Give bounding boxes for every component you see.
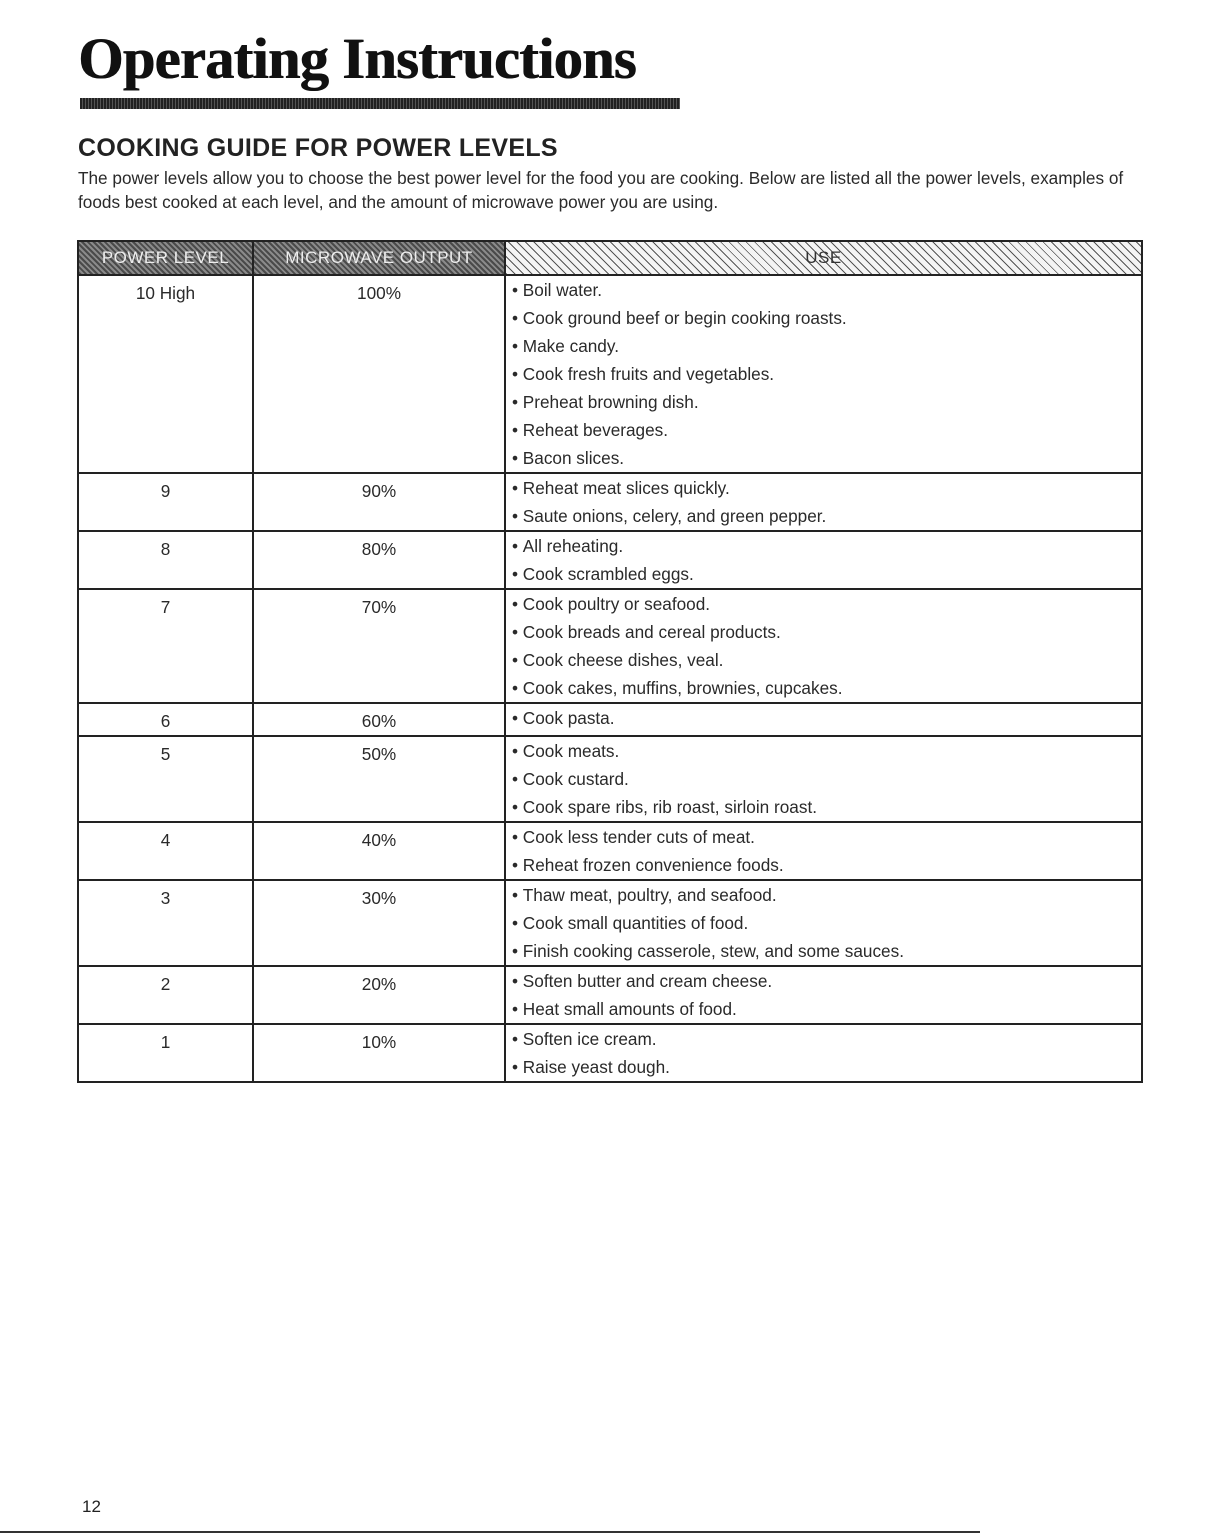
use-item: • Thaw meat, poultry, and seafood. [512, 881, 1141, 909]
power-level-cell: 6 [78, 703, 253, 736]
table-row [78, 473, 1142, 531]
page-number: 12 [82, 1497, 101, 1516]
power-level-cell: 7 [78, 589, 253, 703]
use-cell [505, 1024, 1142, 1082]
use-item: • Raise yeast dough. [512, 1053, 1141, 1081]
section-heading: COOKING GUIDE FOR POWER LEVELS [78, 134, 558, 162]
microwave-output-cell: 90% [253, 473, 505, 531]
table-row [78, 736, 1142, 822]
use-item: • Heat small amounts of food. [512, 995, 1141, 1023]
table-header-row [78, 241, 1142, 275]
intro-paragraph: The power levels allow you to choose the best power level for the food you are cooking. Below are listed all the power levels, examples of foods best cooked at each level, and the amount of microwave power you are using. [78, 168, 1124, 212]
header-use: USE [505, 241, 1142, 275]
table-row [78, 822, 1142, 880]
use-cell [505, 589, 1142, 703]
power-level-cell: 8 [78, 531, 253, 589]
use-item: • Cook spare ribs, rib roast, sirloin roast. [512, 793, 1141, 821]
use-item: • Finish cooking casserole, stew, and some sauces. [512, 937, 1141, 965]
power-level-cell: 2 [78, 966, 253, 1024]
page-title: Operating Instructions [78, 26, 636, 91]
use-item: • Cook custard. [512, 765, 1141, 793]
use-item: • Cook small quantities of food. [512, 909, 1141, 937]
microwave-output-cell: 30% [253, 880, 505, 966]
power-level-cell: 9 [78, 473, 253, 531]
microwave-output-cell: 100% [253, 275, 505, 473]
use-item: • Saute onions, celery, and green pepper. [512, 502, 1141, 530]
microwave-output-cell: 10% [253, 1024, 505, 1082]
header-microwave-output: MICROWAVE OUTPUT [253, 241, 505, 275]
table-row [78, 1024, 1142, 1082]
table-row [78, 589, 1142, 703]
table-row [78, 966, 1142, 1024]
use-item: • Cook poultry or seafood. [512, 590, 1141, 618]
table-row [78, 703, 1142, 736]
microwave-output-cell: 70% [253, 589, 505, 703]
power-level-cell: 1 [78, 1024, 253, 1082]
use-item: • All reheating. [512, 532, 1141, 560]
table-row [78, 275, 1142, 473]
use-cell [505, 275, 1142, 473]
use-item: • Cook fresh fruits and vegetables. [512, 360, 1141, 388]
use-cell [505, 966, 1142, 1024]
microwave-output-cell: 20% [253, 966, 505, 1024]
power-level-cell: 5 [78, 736, 253, 822]
power-level-table [77, 240, 1143, 1083]
microwave-output-cell: 50% [253, 736, 505, 822]
table-row [78, 880, 1142, 966]
power-level-cell: 10 High [78, 275, 253, 473]
use-cell [505, 880, 1142, 966]
microwave-output-cell: 60% [253, 703, 505, 736]
use-item: • Cook cheese dishes, veal. [512, 646, 1141, 674]
use-cell [505, 703, 1142, 736]
use-item: • Cook less tender cuts of meat. [512, 823, 1141, 851]
footer-rule [0, 1531, 980, 1533]
use-cell [505, 473, 1142, 531]
microwave-output-cell: 40% [253, 822, 505, 880]
use-item: • Reheat meat slices quickly. [512, 474, 1141, 502]
use-cell [505, 531, 1142, 589]
microwave-output-cell: 80% [253, 531, 505, 589]
use-cell [505, 736, 1142, 822]
power-level-cell: 4 [78, 822, 253, 880]
use-item: • Cook scrambled eggs. [512, 560, 1141, 588]
use-cell [505, 822, 1142, 880]
use-item: • Cook ground beef or begin cooking roasts. [512, 304, 1141, 332]
use-item: • Cook cakes, muffins, brownies, cupcakes. [512, 674, 1141, 702]
use-item: • Reheat frozen convenience foods. [512, 851, 1141, 879]
use-item: • Soften ice cream. [512, 1025, 1141, 1053]
use-item: • Soften butter and cream cheese. [512, 967, 1141, 995]
table-row [78, 531, 1142, 589]
use-item: • Reheat beverages. [512, 416, 1141, 444]
use-item: • Bacon slices. [512, 444, 1141, 472]
use-item: • Preheat browning dish. [512, 388, 1141, 416]
use-item: • Cook pasta. [512, 704, 1141, 732]
header-power-level: POWER LEVEL [78, 241, 253, 275]
table-body [78, 275, 1142, 1082]
title-underline [80, 98, 680, 109]
use-item: • Cook meats. [512, 737, 1141, 765]
power-level-cell: 3 [78, 880, 253, 966]
use-item: • Make candy. [512, 332, 1141, 360]
use-item: • Boil water. [512, 276, 1141, 304]
use-item: • Cook breads and cereal products. [512, 618, 1141, 646]
